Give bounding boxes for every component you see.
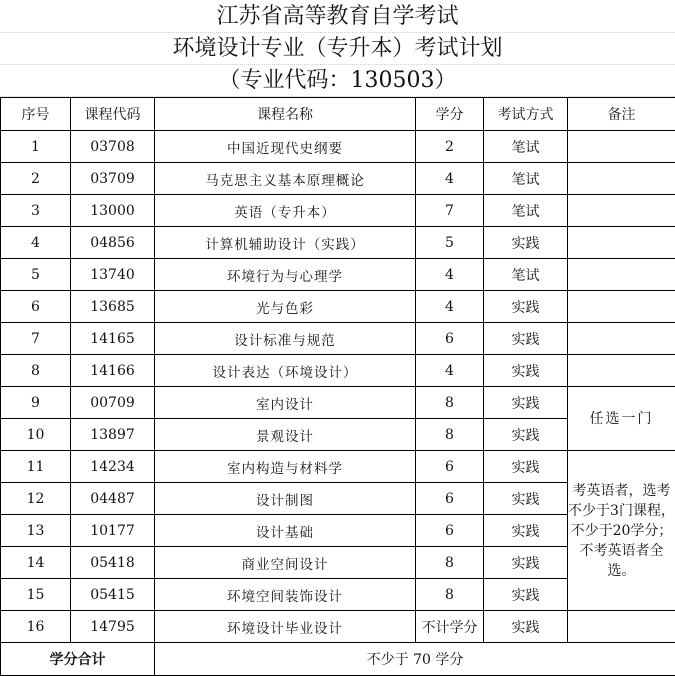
row-credit: 2 <box>416 131 484 163</box>
header-credit: 学分 <box>416 98 484 131</box>
row-credit: 5 <box>416 227 484 259</box>
row-credit: 6 <box>416 515 484 547</box>
row-credit: 4 <box>416 291 484 323</box>
row-name: 室内设计 <box>155 387 416 419</box>
row-credit: 8 <box>416 547 484 579</box>
row-index: 10 <box>1 419 71 451</box>
row-note-empty <box>568 611 675 643</box>
row-credit: 不计学分 <box>416 611 484 643</box>
header-code: 课程代码 <box>71 98 155 131</box>
row-code: 13000 <box>71 195 155 227</box>
row-method: 实践 <box>484 515 568 547</box>
table-row <box>1 355 675 387</box>
row-code: 13897 <box>71 419 155 451</box>
table-row <box>1 195 675 227</box>
row-name: 景观设计 <box>155 419 416 451</box>
row-note-empty <box>568 355 675 387</box>
row-method: 实践 <box>484 355 568 387</box>
row-credit: 8 <box>416 387 484 419</box>
note-english-rule: 考英语者，选考不少于3门课程，不少于20学分；不考英语者全选。 <box>568 451 675 611</box>
row-index: 13 <box>1 515 71 547</box>
row-code: 13740 <box>71 259 155 291</box>
row-name: 室内构造与材料学 <box>155 451 416 483</box>
row-index: 3 <box>1 195 71 227</box>
row-code: 14795 <box>71 611 155 643</box>
row-credit: 4 <box>416 355 484 387</box>
header-index: 序号 <box>1 98 71 131</box>
row-credit: 6 <box>416 451 484 483</box>
row-credit: 6 <box>416 323 484 355</box>
row-note-empty <box>568 227 675 259</box>
row-credit: 4 <box>416 163 484 195</box>
table-row <box>1 323 675 355</box>
row-method: 实践 <box>484 483 568 515</box>
row-name: 环境设计毕业设计 <box>155 611 416 643</box>
row-method: 笔试 <box>484 195 568 227</box>
row-name: 设计标准与规范 <box>155 323 416 355</box>
total-credits-value: 不少于 70 学分 <box>155 643 675 676</box>
row-name: 马克思主义基本原理概论 <box>155 163 416 195</box>
table-row <box>1 291 675 323</box>
row-credit: 7 <box>416 195 484 227</box>
row-name: 环境行为与心理学 <box>155 259 416 291</box>
row-name: 中国近现代史纲要 <box>155 131 416 163</box>
row-code: 14234 <box>71 451 155 483</box>
row-note-empty <box>568 291 675 323</box>
row-index: 16 <box>1 611 71 643</box>
row-code: 14166 <box>71 355 155 387</box>
row-index: 2 <box>1 163 71 195</box>
row-method: 实践 <box>484 579 568 611</box>
row-name: 光与色彩 <box>155 291 416 323</box>
total-credits-row <box>1 643 675 676</box>
row-index: 11 <box>1 451 71 483</box>
row-note-empty <box>568 259 675 291</box>
row-code: 03708 <box>71 131 155 163</box>
row-credit: 4 <box>416 259 484 291</box>
table-row <box>1 131 675 163</box>
total-credits-label: 学分合计 <box>1 643 155 676</box>
row-name: 商业空间设计 <box>155 547 416 579</box>
row-index: 1 <box>1 131 71 163</box>
row-method: 实践 <box>484 323 568 355</box>
row-credit: 6 <box>416 483 484 515</box>
row-method: 实践 <box>484 547 568 579</box>
row-code: 13685 <box>71 291 155 323</box>
row-name: 设计基础 <box>155 515 416 547</box>
header-method: 考试方式 <box>484 98 568 131</box>
row-method: 笔试 <box>484 259 568 291</box>
row-index: 7 <box>1 323 71 355</box>
row-code: 04856 <box>71 227 155 259</box>
row-code: 03709 <box>71 163 155 195</box>
row-name: 环境空间装饰设计 <box>155 579 416 611</box>
row-method: 笔试 <box>484 163 568 195</box>
row-method: 实践 <box>484 419 568 451</box>
table-row <box>1 451 675 483</box>
title-line-3: （专业代码：130503） <box>0 65 675 97</box>
row-code: 04487 <box>71 483 155 515</box>
note-elective: 任选一门 <box>568 387 675 451</box>
title-line-2: 环境设计专业（专升本）考试计划 <box>0 33 675 65</box>
row-index: 8 <box>1 355 71 387</box>
table-header-row <box>1 98 675 131</box>
row-note-empty <box>568 323 675 355</box>
row-code: 00709 <box>71 387 155 419</box>
title-line-1: 江苏省高等教育自学考试 <box>0 0 675 33</box>
row-name: 计算机辅助设计（实践） <box>155 227 416 259</box>
row-code: 05415 <box>71 579 155 611</box>
row-code: 10177 <box>71 515 155 547</box>
header-name: 课程名称 <box>155 98 416 131</box>
row-index: 6 <box>1 291 71 323</box>
row-note-empty <box>568 163 675 195</box>
row-code: 05418 <box>71 547 155 579</box>
row-note-empty <box>568 195 675 227</box>
table-row <box>1 611 675 643</box>
row-method: 实践 <box>484 451 568 483</box>
table-row <box>1 227 675 259</box>
row-note-empty <box>568 131 675 163</box>
row-method: 实践 <box>484 387 568 419</box>
row-method: 实践 <box>484 291 568 323</box>
exam-plan-table <box>0 97 675 676</box>
row-credit: 8 <box>416 419 484 451</box>
row-index: 14 <box>1 547 71 579</box>
row-name: 设计表达（环境设计） <box>155 355 416 387</box>
row-name: 英语（专升本） <box>155 195 416 227</box>
table-row <box>1 163 675 195</box>
header-note: 备注 <box>568 98 675 131</box>
row-index: 15 <box>1 579 71 611</box>
row-method: 实践 <box>484 227 568 259</box>
row-method: 笔试 <box>484 131 568 163</box>
row-name: 设计制图 <box>155 483 416 515</box>
table-row <box>1 259 675 291</box>
table-row <box>1 387 675 419</box>
row-method: 实践 <box>484 611 568 643</box>
row-code: 14165 <box>71 323 155 355</box>
row-index: 5 <box>1 259 71 291</box>
row-credit: 8 <box>416 579 484 611</box>
row-index: 4 <box>1 227 71 259</box>
row-index: 12 <box>1 483 71 515</box>
row-index: 9 <box>1 387 71 419</box>
